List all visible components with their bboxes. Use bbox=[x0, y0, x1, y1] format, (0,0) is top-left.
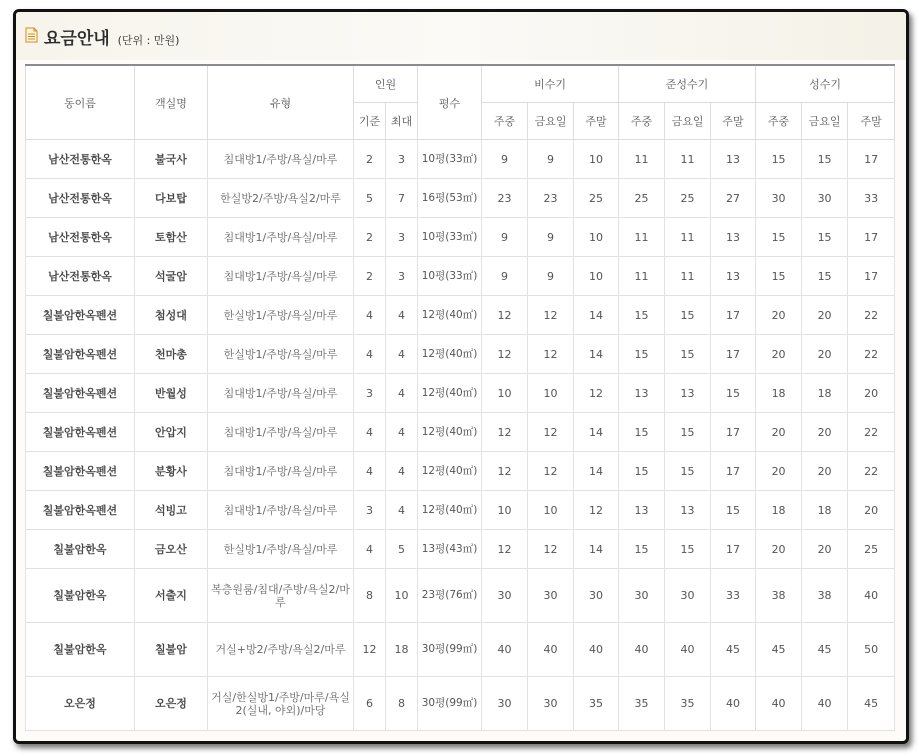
area-cell: 13평(43㎡) bbox=[418, 530, 482, 569]
building-cell: 오은정 bbox=[26, 677, 135, 731]
table-row bbox=[26, 491, 895, 530]
price-cell: 22 bbox=[848, 296, 895, 335]
price-cell: 23 bbox=[528, 179, 574, 218]
price-cell: 14 bbox=[574, 452, 619, 491]
price-cell: 11 bbox=[619, 257, 665, 296]
price-cell: 50 bbox=[848, 623, 895, 677]
room-cell: 석굴암 bbox=[135, 257, 208, 296]
type-cell: 한실방1/주방/욕실/마루 bbox=[208, 335, 354, 374]
price-cell: 12 bbox=[482, 335, 528, 374]
room-cell: 오은정 bbox=[135, 677, 208, 731]
price-cell: 12 bbox=[528, 530, 574, 569]
price-cell: 15 bbox=[756, 257, 802, 296]
price-cell: 14 bbox=[574, 413, 619, 452]
price-cell: 12 bbox=[528, 413, 574, 452]
price-cell: 17 bbox=[711, 413, 756, 452]
building-cell: 칠불암한옥펜션 bbox=[26, 374, 135, 413]
price-cell: 13 bbox=[665, 374, 711, 413]
price-cell: 13 bbox=[711, 218, 756, 257]
price-cell: 30 bbox=[528, 569, 574, 623]
price-cell: 10 bbox=[482, 374, 528, 413]
price-cell: 17 bbox=[711, 452, 756, 491]
price-cell: 12 bbox=[574, 491, 619, 530]
price-cell: 18 bbox=[756, 374, 802, 413]
price-cell: 40 bbox=[848, 569, 895, 623]
price-cell: 10 bbox=[482, 491, 528, 530]
room-cell: 불국사 bbox=[135, 140, 208, 179]
building-cell: 칠불암한옥펜션 bbox=[26, 491, 135, 530]
people-std-cell: 6 bbox=[354, 677, 386, 731]
people-max-cell: 4 bbox=[386, 491, 418, 530]
price-cell: 40 bbox=[482, 623, 528, 677]
people-max-cell: 4 bbox=[386, 296, 418, 335]
area-cell: 10평(33㎡) bbox=[418, 257, 482, 296]
price-cell: 10 bbox=[528, 374, 574, 413]
price-cell: 15 bbox=[619, 413, 665, 452]
price-cell: 15 bbox=[619, 452, 665, 491]
table-body bbox=[26, 140, 895, 731]
price-cell: 35 bbox=[665, 677, 711, 731]
price-cell: 12 bbox=[574, 374, 619, 413]
people-std-cell: 12 bbox=[354, 623, 386, 677]
price-cell: 30 bbox=[756, 179, 802, 218]
price-cell: 11 bbox=[665, 257, 711, 296]
price-cell: 30 bbox=[619, 569, 665, 623]
price-cell: 9 bbox=[482, 140, 528, 179]
price-cell: 13 bbox=[665, 491, 711, 530]
price-cell: 15 bbox=[756, 218, 802, 257]
building-cell: 칠불암한옥펜션 bbox=[26, 296, 135, 335]
col-people: 인원 bbox=[354, 65, 418, 103]
price-cell: 22 bbox=[848, 413, 895, 452]
price-cell: 11 bbox=[665, 218, 711, 257]
people-max-cell: 7 bbox=[386, 179, 418, 218]
price-cell: 12 bbox=[482, 413, 528, 452]
room-cell: 반월성 bbox=[135, 374, 208, 413]
price-cell: 12 bbox=[528, 452, 574, 491]
table-row bbox=[26, 140, 895, 179]
price-cell: 13 bbox=[711, 140, 756, 179]
area-cell: 30평(99㎡) bbox=[418, 677, 482, 731]
price-cell: 18 bbox=[802, 374, 848, 413]
price-cell: 20 bbox=[802, 452, 848, 491]
price-cell: 35 bbox=[619, 677, 665, 731]
people-std-cell: 5 bbox=[354, 179, 386, 218]
table-row bbox=[26, 257, 895, 296]
price-cell: 20 bbox=[756, 530, 802, 569]
price-cell: 15 bbox=[665, 530, 711, 569]
price-cell: 23 bbox=[482, 179, 528, 218]
room-cell: 토함산 bbox=[135, 218, 208, 257]
price-cell: 20 bbox=[756, 296, 802, 335]
table-row bbox=[26, 677, 895, 731]
people-max-cell: 3 bbox=[386, 218, 418, 257]
price-cell: 12 bbox=[482, 452, 528, 491]
building-cell: 칠불암한옥 bbox=[26, 569, 135, 623]
price-cell: 12 bbox=[482, 296, 528, 335]
price-cell: 15 bbox=[619, 530, 665, 569]
people-max-cell: 10 bbox=[386, 569, 418, 623]
price-cell: 12 bbox=[528, 296, 574, 335]
price-cell: 15 bbox=[802, 140, 848, 179]
price-cell: 30 bbox=[574, 569, 619, 623]
price-cell: 13 bbox=[619, 491, 665, 530]
building-cell: 남산전통한옥 bbox=[26, 257, 135, 296]
type-cell: 침대방1/주방/욕실/마루 bbox=[208, 257, 354, 296]
table-row bbox=[26, 335, 895, 374]
price-cell: 40 bbox=[711, 677, 756, 731]
people-max-cell: 3 bbox=[386, 257, 418, 296]
price-cell: 15 bbox=[665, 452, 711, 491]
price-cell: 30 bbox=[802, 179, 848, 218]
price-cell: 9 bbox=[528, 140, 574, 179]
price-cell: 17 bbox=[711, 296, 756, 335]
area-cell: 30평(99㎡) bbox=[418, 623, 482, 677]
price-cell: 20 bbox=[756, 335, 802, 374]
price-cell: 40 bbox=[802, 677, 848, 731]
people-max-cell: 8 bbox=[386, 677, 418, 731]
col-people-max: 최대 bbox=[386, 103, 418, 140]
price-cell: 15 bbox=[665, 335, 711, 374]
area-cell: 10평(33㎡) bbox=[418, 218, 482, 257]
price-cell: 18 bbox=[756, 491, 802, 530]
col-day: 주말 bbox=[574, 103, 619, 140]
building-cell: 남산전통한옥 bbox=[26, 140, 135, 179]
area-cell: 10평(33㎡) bbox=[418, 140, 482, 179]
price-cell: 17 bbox=[711, 335, 756, 374]
people-max-cell: 5 bbox=[386, 530, 418, 569]
rate-table bbox=[25, 64, 895, 731]
building-cell: 칠불암한옥펜션 bbox=[26, 413, 135, 452]
col-people-std: 기준 bbox=[354, 103, 386, 140]
people-std-cell: 4 bbox=[354, 413, 386, 452]
type-cell: 침대방1/주방/욕실/마루 bbox=[208, 413, 354, 452]
price-cell: 15 bbox=[711, 374, 756, 413]
price-cell: 15 bbox=[665, 296, 711, 335]
price-cell: 20 bbox=[802, 530, 848, 569]
price-cell: 18 bbox=[802, 491, 848, 530]
price-cell: 9 bbox=[482, 218, 528, 257]
col-day: 주중 bbox=[619, 103, 665, 140]
area-cell: 12평(40㎡) bbox=[418, 374, 482, 413]
price-cell: 9 bbox=[528, 218, 574, 257]
price-cell: 25 bbox=[574, 179, 619, 218]
room-cell: 안압지 bbox=[135, 413, 208, 452]
col-room: 객실명 bbox=[135, 65, 208, 140]
price-cell: 20 bbox=[802, 413, 848, 452]
people-std-cell: 4 bbox=[354, 452, 386, 491]
price-cell: 10 bbox=[528, 491, 574, 530]
table-row bbox=[26, 218, 895, 257]
people-max-cell: 3 bbox=[386, 140, 418, 179]
price-cell: 10 bbox=[574, 218, 619, 257]
price-cell: 22 bbox=[848, 335, 895, 374]
price-cell: 20 bbox=[802, 296, 848, 335]
type-cell: 침대방1/주방/욕실/마루 bbox=[208, 491, 354, 530]
people-std-cell: 2 bbox=[354, 257, 386, 296]
type-cell: 거실/한실방1/주방/마루/욕실2(실내, 야외)/마당 bbox=[208, 677, 354, 731]
area-cell: 23평(76㎡) bbox=[418, 569, 482, 623]
rate-panel bbox=[13, 9, 909, 744]
price-cell: 15 bbox=[711, 491, 756, 530]
type-cell: 복층원룸/침대/주방/욕실2/마루 bbox=[208, 569, 354, 623]
type-cell: 침대방1/주방/욕실/마루 bbox=[208, 374, 354, 413]
room-cell: 다보탑 bbox=[135, 179, 208, 218]
room-cell: 석빙고 bbox=[135, 491, 208, 530]
area-cell: 12평(40㎡) bbox=[418, 452, 482, 491]
price-cell: 10 bbox=[574, 140, 619, 179]
price-cell: 15 bbox=[802, 257, 848, 296]
col-season-high: 성수기 bbox=[756, 65, 895, 103]
table-row bbox=[26, 569, 895, 623]
price-cell: 17 bbox=[848, 140, 895, 179]
price-cell: 9 bbox=[528, 257, 574, 296]
price-cell: 33 bbox=[711, 569, 756, 623]
price-cell: 15 bbox=[665, 413, 711, 452]
col-season-low: 비수기 bbox=[482, 65, 619, 103]
price-cell: 45 bbox=[802, 623, 848, 677]
price-cell: 38 bbox=[802, 569, 848, 623]
building-cell: 칠불암한옥 bbox=[26, 623, 135, 677]
price-cell: 45 bbox=[711, 623, 756, 677]
price-cell: 45 bbox=[756, 623, 802, 677]
building-cell: 칠불암한옥펜션 bbox=[26, 335, 135, 374]
type-cell: 침대방1/주방/욕실/마루 bbox=[208, 140, 354, 179]
price-cell: 11 bbox=[665, 140, 711, 179]
room-cell: 금오산 bbox=[135, 530, 208, 569]
people-max-cell: 4 bbox=[386, 335, 418, 374]
people-std-cell: 2 bbox=[354, 218, 386, 257]
panel-header bbox=[16, 12, 906, 60]
area-cell: 12평(40㎡) bbox=[418, 491, 482, 530]
price-cell: 14 bbox=[574, 335, 619, 374]
price-cell: 25 bbox=[619, 179, 665, 218]
price-cell: 27 bbox=[711, 179, 756, 218]
table-row bbox=[26, 296, 895, 335]
col-day: 금요일 bbox=[528, 103, 574, 140]
col-day: 주중 bbox=[482, 103, 528, 140]
room-cell: 천마총 bbox=[135, 335, 208, 374]
price-cell: 10 bbox=[574, 257, 619, 296]
price-cell: 20 bbox=[848, 491, 895, 530]
people-std-cell: 4 bbox=[354, 296, 386, 335]
price-cell: 12 bbox=[528, 335, 574, 374]
page-title bbox=[44, 24, 179, 49]
col-building: 동이름 bbox=[26, 65, 135, 140]
unit-note: (단위 : 만원) bbox=[117, 34, 180, 47]
col-area: 평수 bbox=[418, 65, 482, 140]
price-cell: 9 bbox=[482, 257, 528, 296]
type-cell: 한실방1/주방/욕실/마루 bbox=[208, 296, 354, 335]
people-std-cell: 4 bbox=[354, 530, 386, 569]
room-cell: 첨성대 bbox=[135, 296, 208, 335]
people-max-cell: 4 bbox=[386, 374, 418, 413]
type-cell: 침대방1/주방/욕실/마루 bbox=[208, 218, 354, 257]
price-cell: 38 bbox=[756, 569, 802, 623]
price-cell: 40 bbox=[574, 623, 619, 677]
people-std-cell: 3 bbox=[354, 374, 386, 413]
table-row bbox=[26, 452, 895, 491]
building-cell: 남산전통한옥 bbox=[26, 218, 135, 257]
price-cell: 40 bbox=[665, 623, 711, 677]
price-cell: 30 bbox=[528, 677, 574, 731]
price-cell: 22 bbox=[848, 452, 895, 491]
room-cell: 분황사 bbox=[135, 452, 208, 491]
price-cell: 45 bbox=[848, 677, 895, 731]
area-cell: 16평(53㎡) bbox=[418, 179, 482, 218]
room-cell: 서출지 bbox=[135, 569, 208, 623]
price-cell: 15 bbox=[619, 296, 665, 335]
price-cell: 20 bbox=[848, 374, 895, 413]
people-std-cell: 3 bbox=[354, 491, 386, 530]
col-day: 금요일 bbox=[802, 103, 848, 140]
table-row bbox=[26, 413, 895, 452]
building-cell: 칠불암한옥 bbox=[26, 530, 135, 569]
price-cell: 14 bbox=[574, 530, 619, 569]
table-row bbox=[26, 179, 895, 218]
price-cell: 13 bbox=[619, 374, 665, 413]
price-cell: 15 bbox=[802, 218, 848, 257]
building-cell: 남산전통한옥 bbox=[26, 179, 135, 218]
area-cell: 12평(40㎡) bbox=[418, 296, 482, 335]
col-season-mid: 준성수기 bbox=[619, 65, 756, 103]
type-cell: 거실+방2/주방/욕실2/마루 bbox=[208, 623, 354, 677]
price-cell: 30 bbox=[482, 677, 528, 731]
table-row bbox=[26, 623, 895, 677]
col-day: 주말 bbox=[848, 103, 895, 140]
people-max-cell: 4 bbox=[386, 452, 418, 491]
table-row bbox=[26, 530, 895, 569]
price-cell: 13 bbox=[711, 257, 756, 296]
type-cell: 한실방1/주방/욕실/마루 bbox=[208, 530, 354, 569]
price-cell: 30 bbox=[665, 569, 711, 623]
title-text: 요금안내 bbox=[44, 29, 110, 49]
price-cell: 14 bbox=[574, 296, 619, 335]
price-cell: 15 bbox=[619, 335, 665, 374]
col-day: 주말 bbox=[711, 103, 756, 140]
price-cell: 11 bbox=[619, 140, 665, 179]
table-row bbox=[26, 374, 895, 413]
price-cell: 20 bbox=[756, 452, 802, 491]
area-cell: 12평(40㎡) bbox=[418, 335, 482, 374]
price-cell: 11 bbox=[619, 218, 665, 257]
people-max-cell: 4 bbox=[386, 413, 418, 452]
type-cell: 침대방1/주방/욕실/마루 bbox=[208, 452, 354, 491]
price-cell: 20 bbox=[802, 335, 848, 374]
price-cell: 17 bbox=[711, 530, 756, 569]
area-cell: 12평(40㎡) bbox=[418, 413, 482, 452]
people-max-cell: 18 bbox=[386, 623, 418, 677]
col-day: 주중 bbox=[756, 103, 802, 140]
price-cell: 12 bbox=[482, 530, 528, 569]
price-cell: 35 bbox=[574, 677, 619, 731]
price-cell: 40 bbox=[756, 677, 802, 731]
price-cell: 17 bbox=[848, 218, 895, 257]
price-cell: 25 bbox=[665, 179, 711, 218]
people-std-cell: 2 bbox=[354, 140, 386, 179]
col-type: 유형 bbox=[208, 65, 354, 140]
building-cell: 칠불암한옥펜션 bbox=[26, 452, 135, 491]
type-cell: 한실방2/주방/욕실2/마루 bbox=[208, 179, 354, 218]
col-day: 금요일 bbox=[665, 103, 711, 140]
people-std-cell: 4 bbox=[354, 335, 386, 374]
price-cell: 20 bbox=[756, 413, 802, 452]
price-cell: 33 bbox=[848, 179, 895, 218]
room-cell: 칠불암 bbox=[135, 623, 208, 677]
document-icon bbox=[25, 27, 38, 43]
price-cell: 25 bbox=[848, 530, 895, 569]
price-cell: 17 bbox=[848, 257, 895, 296]
people-std-cell: 8 bbox=[354, 569, 386, 623]
price-cell: 40 bbox=[528, 623, 574, 677]
price-cell: 15 bbox=[756, 140, 802, 179]
price-cell: 40 bbox=[619, 623, 665, 677]
price-cell: 30 bbox=[482, 569, 528, 623]
